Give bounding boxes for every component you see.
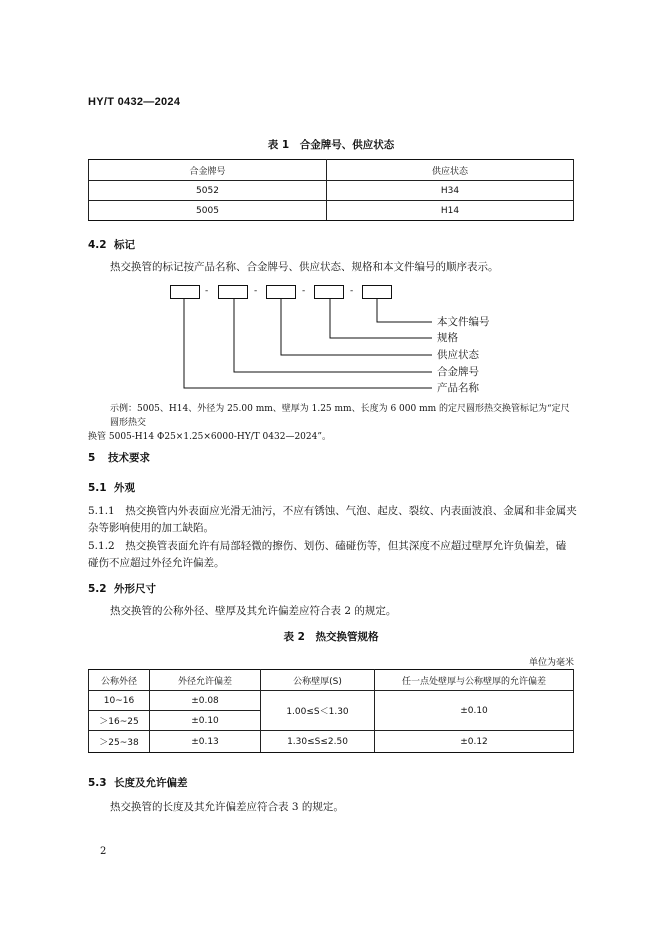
example-note — [88, 402, 578, 444]
table2-header-wall-tol: 任一点处壁厚与公称壁厚的允许偏差 — [375, 670, 574, 691]
section-5-1-heading — [88, 480, 135, 495]
section-title: 长度及允许偏差 — [114, 777, 188, 789]
table2-cell: ＞16~25 — [89, 711, 150, 731]
example-line: 示例：5005、H14、外径为 25.00 mm、壁厚为 1.25 mm、长度为 6 000 mm 的定尺圆形热交换管标记为“定尺圆形热交 — [110, 404, 570, 428]
label-doc-number: 本文件编号 — [437, 316, 490, 328]
table1-cell: 5052 — [89, 181, 327, 201]
mark-box-doc-number — [362, 285, 392, 299]
section-4-2-paragraph: 热交换管的标记按产品名称、合金牌号、供应状态、规格和本文件编号的顺序表示。 — [110, 261, 499, 273]
dash: - — [302, 286, 306, 296]
clause-line: 5.1.1 热交换管内外表面应光滑无油污，不应有锈蚀、气泡、起皮、裂纹、内表面波浪、金属和非金属夹 — [88, 505, 577, 517]
label-alloy: 合金牌号 — [437, 366, 479, 378]
mark-box-product — [170, 285, 200, 299]
label-spec: 规格 — [437, 332, 458, 344]
section-title: 标记 — [114, 239, 135, 251]
table2-cell: ±0.10 — [150, 711, 261, 731]
table2-cell-wall-tol: ±0.10 — [375, 691, 574, 731]
leader-line-alloy — [234, 298, 432, 372]
table2-cell: ±0.08 — [150, 691, 261, 711]
label-product-name: 产品名称 — [437, 382, 479, 394]
standard-code: HY/T 0432—2024 — [88, 96, 181, 108]
mark-box-alloy — [218, 285, 248, 299]
table2-cell: 10~16 — [89, 691, 150, 711]
leader-line-product — [184, 298, 432, 388]
table2-cell: ±0.13 — [150, 731, 261, 753]
table1-header-alloy: 合金牌号 — [89, 160, 327, 181]
table2 — [88, 669, 574, 753]
clause-line: 杂等影响使用的加工缺陷。 — [88, 522, 214, 534]
clause-5-1-1 — [88, 503, 578, 537]
table1-cell: 5005 — [89, 201, 327, 221]
clause-line: 碰伤不应超过外径允许偏差。 — [88, 557, 225, 569]
table2-header-od: 公称外径 — [89, 670, 150, 691]
section-5-2-paragraph: 热交换管的公称外径、壁厚及其允许偏差应符合表 2 的规定。 — [110, 605, 397, 617]
table2-header-row — [89, 670, 574, 691]
dash: - — [350, 286, 354, 296]
example-line: 换管 5005-H14 Φ25×1.25×6000-HY/T 0432—2024”。 — [88, 432, 331, 442]
label-temper: 供应状态 — [437, 349, 479, 361]
table2-cell-wall: 1.00≤S＜1.30 — [261, 691, 375, 731]
dash: - — [254, 286, 258, 296]
mark-box-temper — [266, 285, 296, 299]
section-number: 5.2 — [88, 583, 107, 595]
table1-cell: H14 — [327, 201, 574, 221]
section-5-heading — [88, 450, 150, 465]
leader-line-doc-number — [377, 298, 432, 322]
table2-cell-wall: 1.30≤S≤2.50 — [261, 731, 375, 753]
section-number: 5 — [88, 452, 96, 464]
table1-header-temper: 供应状态 — [327, 160, 574, 181]
mark-box-spec — [314, 285, 344, 299]
table2-cell-wall-tol: ±0.12 — [375, 731, 574, 753]
table1-caption: 表 1 合金牌号、供应状态 — [267, 139, 395, 151]
table2-header-od-tol: 外径允许偏差 — [150, 670, 261, 691]
section-5-2-heading — [88, 581, 156, 596]
section-title: 外形尺寸 — [114, 583, 156, 595]
leader-line-spec — [330, 298, 432, 338]
section-title: 外观 — [114, 482, 135, 494]
section-5-3-paragraph: 热交换管的长度及其允许偏差应符合表 3 的规定。 — [110, 801, 344, 813]
section-5-3-heading — [88, 775, 188, 790]
section-number: 5.1 — [88, 482, 107, 494]
section-number: 5.3 — [88, 777, 107, 789]
page-number: 2 — [100, 846, 107, 857]
clause-line: 5.1.2 热交换管表面允许有局部轻微的擦伤、划伤、磕碰伤等，但其深度不应超过壁厚允许负偏差，磕 — [88, 540, 567, 552]
clause-5-1-2 — [88, 538, 578, 572]
table2-cell: ＞25~38 — [89, 731, 150, 753]
table2-unit: 单位为毫米 — [528, 658, 574, 668]
table-row — [89, 731, 574, 753]
table2-caption: 表 2 热交换管规格 — [283, 631, 379, 643]
dash: - — [205, 286, 209, 296]
table2-header-wall: 公称壁厚(S) — [261, 670, 375, 691]
leader-line-temper — [281, 298, 432, 355]
table-row — [89, 691, 574, 711]
section-number: 4.2 — [88, 239, 107, 251]
section-title: 技术要求 — [108, 452, 150, 464]
table1-cell: H34 — [327, 181, 574, 201]
